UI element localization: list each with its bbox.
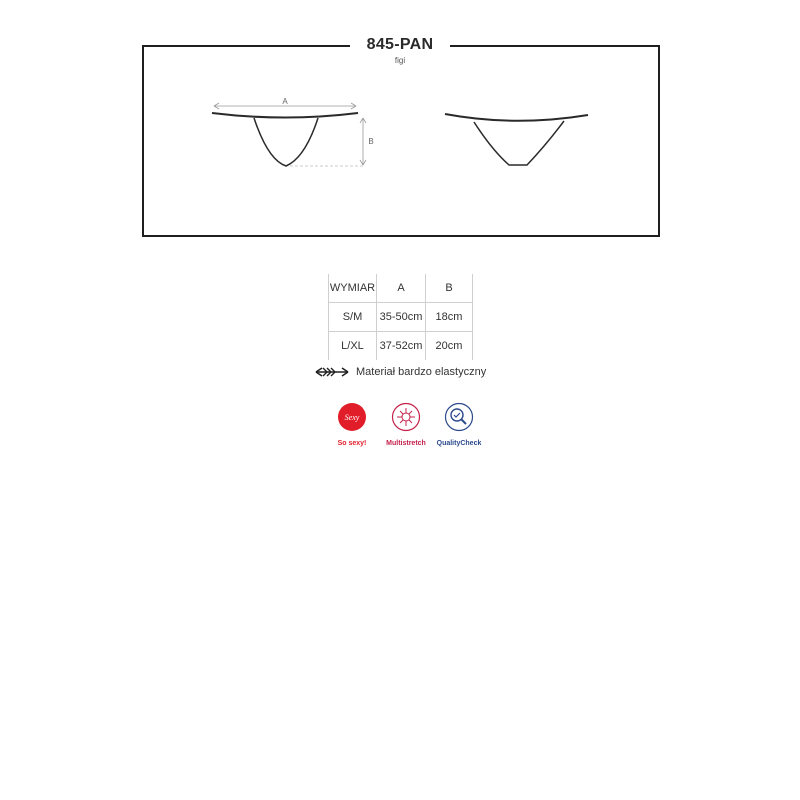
svg-text:Sexy: Sexy xyxy=(344,413,360,422)
front-view xyxy=(212,97,374,166)
badge-quality-check xyxy=(433,402,485,447)
technical-drawing xyxy=(0,0,800,260)
multistretch-icon xyxy=(391,402,421,432)
cell-size: S/M xyxy=(329,303,377,332)
sexy-badge-icon xyxy=(337,402,367,432)
header-a: A xyxy=(377,274,426,303)
size-table xyxy=(328,274,473,360)
elastic-note xyxy=(314,364,486,380)
table-header-row xyxy=(329,274,473,303)
quality-check-icon xyxy=(444,402,474,432)
cell-a: 35-50cm xyxy=(377,303,426,332)
cell-a: 37-52cm xyxy=(377,332,426,361)
table-row xyxy=(329,332,473,361)
badge-label: QualityCheck xyxy=(436,440,482,447)
product-type: figi xyxy=(394,56,406,65)
header-b: B xyxy=(426,274,473,303)
badge-multistretch xyxy=(380,402,432,447)
cell-size: L/XL xyxy=(329,332,377,361)
header-size: WYMIAR xyxy=(329,274,377,303)
back-view xyxy=(445,114,588,165)
elastic-note-text: Materiał bardzo elastyczny xyxy=(356,366,487,378)
cell-b: 18cm xyxy=(426,303,473,332)
cell-b: 20cm xyxy=(426,332,473,361)
badge-so-sexy xyxy=(326,402,378,447)
badge-label: So sexy! xyxy=(337,440,367,447)
dimension-b-label: B xyxy=(368,137,374,146)
badge-label: Multistretch xyxy=(386,440,426,447)
table-row xyxy=(329,303,473,332)
stretch-arrows-icon xyxy=(314,366,350,378)
product-code: 845-PAN xyxy=(366,36,434,53)
dimension-a-label: A xyxy=(282,97,288,106)
feature-badges xyxy=(326,402,485,447)
